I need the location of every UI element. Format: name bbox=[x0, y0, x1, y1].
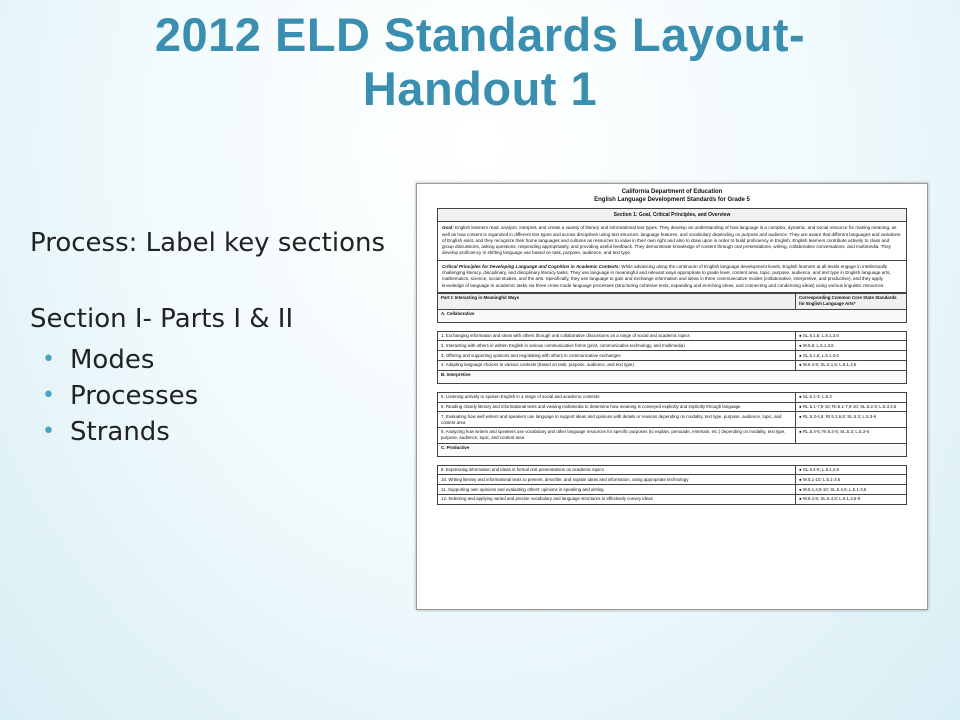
standard-text: 6. Reading closely literary and informational texts and viewing multimedia to determine how meaning is conveyed explicitly and implicitly through language bbox=[438, 402, 796, 412]
table-row bbox=[438, 351, 907, 361]
doc-header bbox=[417, 184, 927, 204]
table-row bbox=[438, 475, 907, 485]
ccss-codes: ● W.5.1,4,9-10; SL.5.4,6; L.5.1-3,6 bbox=[796, 485, 907, 495]
ccss-codes: ● W.5.1-10; L.5.1-3,6 bbox=[796, 475, 907, 485]
table-row bbox=[438, 465, 907, 475]
standard-text: 3. Offering and supporting opinions and negotiating with others in communicative exchanges bbox=[438, 351, 796, 361]
ccss-codes: ● W.5.4-5; SL.5.4,6; L.5.1,3,5-6 bbox=[796, 494, 907, 504]
ccss-codes: ● RL.5.3-4,6; RI.5.2,6,8; SL.5.3; L.5.3-6 bbox=[796, 412, 907, 428]
standard-text: 1. Exchanging information and ideas with others through oral collaborative discussions on a range of social and academic topics bbox=[438, 331, 796, 341]
principles-label: Critical Principles for Developing Language and Cognition in Academic Contexts: bbox=[442, 263, 620, 269]
process-text: Process: Label key sections bbox=[30, 228, 386, 258]
standards-table bbox=[437, 293, 907, 505]
ccss-header: Corresponding Common Core State Standards for English Language Arts* bbox=[796, 293, 907, 309]
goal-text: English learners read, analyze, interpret, and create a variety of literary and informational text types. They develop an understanding of how language is a complex, dynamic, and social resource for making meaning, as well as how content is organized in different text types and across disciplines using text structure, language features, and vocabulary depending on purpose and audience. They are aware that different languages and variations of English exist, and they recognize their home languages and cultures as resources to value in their own right and also to draw upon in order to build proficiency in English. English learners contribute actively to class and group discussions, asking questions, responding appropriately, and providing useful feedback. They demonstrate knowledge of content through oral presentations, writing, collaborative conversations, and multimedia. They develop proficiency in shifting language use based on task, purpose, audience, and text type. bbox=[442, 225, 901, 256]
standard-text: 11. Supporting own opinions and evaluating others' opinions in speaking and writing bbox=[438, 485, 796, 495]
bullet-list bbox=[30, 342, 405, 450]
spacer-row bbox=[438, 322, 907, 331]
group-row bbox=[438, 370, 907, 383]
doc-org: California Department of Education bbox=[621, 189, 723, 195]
doc-section-title: Section 1: Goal, Critical Principles, and Overview bbox=[438, 209, 906, 221]
ccss-codes: ● RL.5.4-5; RI.5.4-5; SL.5.3; L.5.3-6 bbox=[796, 427, 907, 443]
group-label: C. Productive bbox=[438, 443, 907, 456]
table-header-row bbox=[438, 293, 907, 309]
table-row bbox=[438, 412, 907, 428]
ccss-codes: ● RL.5.1-7,9-10; RI.5.1-7,9-10; SL.5.2-3; L.5.3,4,6 bbox=[796, 402, 907, 412]
spacer-cell bbox=[438, 456, 907, 465]
table-row bbox=[438, 485, 907, 495]
ccss-codes: ● W.5.6; L.5.1,3,6 bbox=[796, 341, 907, 351]
standard-text: 7. Evaluating how well writers and speakers use language to support ideas and opinions with details or reasons depending on modality, text type, purpose, audience, topic, and content area bbox=[438, 412, 796, 428]
group-row bbox=[438, 309, 907, 322]
section-heading: Section I- Parts I & II bbox=[30, 304, 294, 334]
ccss-codes: ● W.5.4-5; SL.5.1,6; L.5.1,3,6 bbox=[796, 360, 907, 370]
standard-text: 2. Interacting with others in written English in various communicative forms (print, communicative technology, and multimedia) bbox=[438, 341, 796, 351]
doc-section-title-box bbox=[437, 208, 907, 222]
slide-title: 2012 ELD Standards Layout- Handout 1 bbox=[154, 8, 806, 115]
spacer-cell bbox=[438, 322, 907, 331]
bullet-modes: • Modes bbox=[42, 342, 405, 378]
standard-text: 4. Adapting language choices to various contexts (based on task, purpose, audience, and text type) bbox=[438, 360, 796, 370]
spacer-cell bbox=[438, 383, 907, 392]
doc-content bbox=[437, 208, 907, 505]
spacer-row bbox=[438, 456, 907, 465]
standard-text: 12. Selecting and applying varied and precise vocabulary and language structures to effectively convey ideas bbox=[438, 494, 796, 504]
group-row bbox=[438, 443, 907, 456]
doc-goal-box bbox=[437, 222, 907, 260]
handout-image bbox=[416, 183, 928, 610]
standard-text: 10. Writing literary and informational texts to present, describe, and explain ideas and information, using appropriate technology bbox=[438, 475, 796, 485]
table-row bbox=[438, 494, 907, 504]
doc-principles-box bbox=[437, 261, 907, 293]
ccss-codes: ● SL.5.1-3; L.5.3 bbox=[796, 392, 907, 402]
table-row bbox=[438, 392, 907, 402]
table-row bbox=[438, 402, 907, 412]
standard-text: 8. Analyzing how writers and speakers use vocabulary and other language resources for specific purposes (to explain, persuade, entertain, etc.) depending on modality, text type, purpose, audience, topic, and content area bbox=[438, 427, 796, 443]
ccss-codes: ● SL.5.1,6; L.5.1,3,6 bbox=[796, 351, 907, 361]
part-label: Part I: Interacting in Meaningful Ways bbox=[438, 293, 796, 309]
doc-principles bbox=[438, 261, 906, 292]
slide-body bbox=[30, 226, 405, 450]
table-row bbox=[438, 427, 907, 443]
table-row bbox=[438, 360, 907, 370]
group-label: B. Interpretive bbox=[438, 370, 907, 383]
ccss-codes: ● SL.5.1,6; L.5.1,3,6 bbox=[796, 331, 907, 341]
bullet-processes: • Processes bbox=[42, 378, 405, 414]
principles-text: While advancing along the continuum of English language development levels, English learners at all levels engage in intellectually challenging literacy, disciplinary, and disciplinary literacy tasks. They use language in meaningful and relevant ways appropriate to grade level, content area, topic, purpose, audience, and text type in English language arts, mathematics, science, social studies, and the arts. Specifically, they use language to gain and exchange information and ideas in three communicative modes (collaborative, interpretive, and productive), and they apply knowledge of language to academic tasks via three cross-mode language processes (structuring cohesive texts, expanding and enriching ideas, and connecting and condensing ideas) using various linguistic resources. bbox=[442, 263, 891, 288]
ccss-codes: ● SL.5.4-6; L.5.1,3,6 bbox=[796, 465, 907, 475]
spacer-row bbox=[438, 383, 907, 392]
standard-text: 9. Expressing information and ideas in formal oral presentations on academic topics bbox=[438, 465, 796, 475]
standard-text: 5. Listening actively to spoken English in a range of social and academic contexts bbox=[438, 392, 796, 402]
bullet-strands: • Strands bbox=[42, 414, 405, 450]
doc-subtitle: English Language Development Standards for Grade 5 bbox=[594, 197, 750, 203]
group-label: A. Collaborative bbox=[438, 309, 907, 322]
table-row bbox=[438, 331, 907, 341]
goal-label: Goal: bbox=[442, 225, 454, 231]
doc-goal bbox=[438, 222, 906, 259]
table-row bbox=[438, 341, 907, 351]
